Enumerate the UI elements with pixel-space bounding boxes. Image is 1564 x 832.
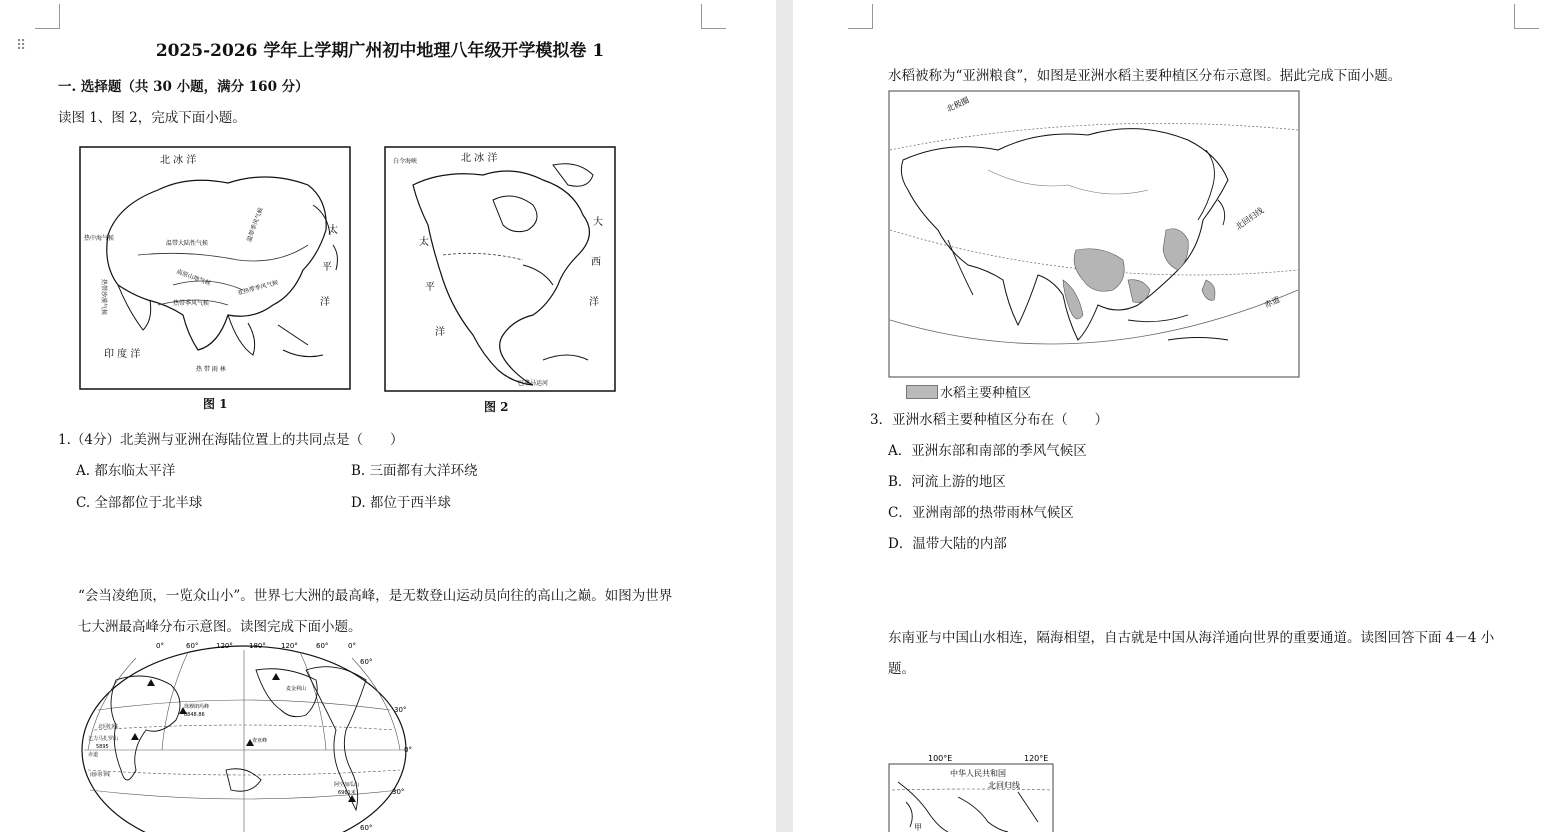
- asia-rice-distribution-map: [888, 90, 1300, 378]
- map-lon-label-180: 180°: [249, 642, 266, 650]
- sea-map-label-jia: 甲: [914, 823, 922, 832]
- fig1-label-arctic: 北 冰 洋: [160, 155, 197, 166]
- fig1-label-subtropical-monsoon: 亚热带季风气候: [236, 279, 280, 297]
- fig1-label-tropical-monsoon: 热带季风气候: [173, 300, 210, 307]
- fig1-label-indian: 印 度 洋: [104, 349, 141, 360]
- rice-intro-text: 水稻被称为“亚洲粮食”，如图是亚洲水稻主要种植区分布示意图。据此完成下面小题。: [888, 68, 1402, 84]
- map-label-tropic-cancer: 北回归线: [98, 724, 119, 730]
- question-1-option-a[interactable]: A. 都东临太平洋: [76, 463, 176, 479]
- map-lon-label-120: 120°: [216, 642, 233, 650]
- figure-1-asia-climate-map: [78, 145, 352, 391]
- question-1-option-c[interactable]: C. 全部都位于北半球: [76, 495, 203, 511]
- map-label-equator: 赤道: [88, 752, 99, 758]
- fig2-label-arctic: 北 冰 洋: [461, 153, 498, 164]
- asia-map-label-equator: 赤道: [1263, 294, 1282, 310]
- fig1-label-pacific-3: 洋: [320, 297, 330, 308]
- asia-map-label-tropic-cancer: 北回归线: [1233, 205, 1266, 232]
- map-lat-label-30n: 30°: [394, 706, 407, 714]
- map-peak-aconcagua-height: 6961米: [338, 790, 356, 796]
- question-3-option-c[interactable]: C．亚洲南部的热带雨林气候区: [888, 505, 1074, 521]
- map-peak-carstensz: 查亚峰: [252, 738, 268, 744]
- document-page-1: [0, 0, 776, 832]
- fig1-label-tropical-rainforest: 热 带 雨 林: [196, 366, 226, 373]
- section-heading: 一. 选择题（共 30 小题，满分 160 分）: [58, 79, 309, 95]
- map-peak-kilimanjaro: 乞力马扎罗山: [88, 736, 119, 742]
- map-lon-label-0: 0°: [156, 642, 164, 650]
- crop-mark-top-right: [701, 4, 726, 29]
- document-page-2: [793, 0, 1564, 832]
- fig2-label-pacific-3: 洋: [435, 327, 445, 338]
- passage-4-line-2: 题。: [888, 661, 915, 677]
- fig1-label-mediterranean: 热中海气候: [84, 235, 115, 242]
- fig2-label-panama: 巴拿马运河: [518, 380, 549, 387]
- figure-1-caption: 图 1: [203, 397, 228, 411]
- sea-map-label-100e: 100°E: [928, 754, 953, 763]
- map-lon-label-120w: 120°: [281, 642, 298, 650]
- crop-mark-top-right: [1514, 4, 1539, 29]
- question-1-option-d[interactable]: D. 都位于西半球: [351, 495, 451, 511]
- question-3-option-d[interactable]: D．温带大陆的内部: [888, 536, 1007, 552]
- map-lat-label-60s: 60°: [360, 824, 373, 832]
- figure-2-north-america-map: [383, 145, 617, 393]
- passage-2-line-2: 七大洲最高峰分布示意图。读图完成下面小题。: [78, 619, 362, 635]
- map-lon-label-0-right: 0°: [348, 642, 356, 650]
- drag-handle-icon[interactable]: ⠿: [16, 38, 25, 54]
- map-lat-label-30s: 30°: [392, 788, 405, 796]
- map-peak-mckinley: 麦金利山: [286, 686, 307, 692]
- southeast-asia-map: [888, 752, 1056, 832]
- fig2-label-bering: 白令海峡: [393, 158, 418, 165]
- question-3-option-a[interactable]: A．亚洲东部和南部的季风气候区: [888, 443, 1087, 459]
- map-peak-everest: 珠穆朗玛峰: [184, 704, 210, 710]
- question-3-option-b[interactable]: B．河流上游的地区: [888, 474, 1006, 490]
- fig2-label-pacific-2: 平: [425, 282, 435, 293]
- map-peak-everest-height: 8848.86: [184, 712, 205, 718]
- map-lat-label-0: 0°: [404, 746, 412, 754]
- passage-2-line-1: “会当凌绝顶，一览众山小”。世界七大洲的最高峰，是无数登山运动员向往的高山之巅。如图为世界: [78, 588, 673, 604]
- fig2-label-atlantic-2: 西: [591, 257, 601, 268]
- asia-map-label-arctic-circle: 北极圈: [945, 95, 971, 114]
- map-lon-label-60w: 60°: [316, 642, 329, 650]
- question-1-stem: 1.（4分）北美洲与亚洲在海陆位置上的共同点是（ ）: [58, 432, 404, 448]
- crop-mark-top-left: [35, 4, 60, 29]
- fig1-label-temperate-continental: 温带大陆性气候: [166, 240, 209, 247]
- rice-map-legend: [906, 382, 1031, 401]
- sea-map-label-120e: 120°E: [1024, 754, 1049, 763]
- map-label-tropic-capricorn: 南回归线: [90, 772, 111, 778]
- sea-map-label-tropic: 北回归线: [988, 781, 1020, 790]
- fig2-label-atlantic-3: 洋: [589, 297, 599, 308]
- map-peak-aconcagua: 阿空加瓜山: [334, 782, 360, 788]
- passage-4-line-1: 东南亚与中国山水相连，隔海相望，自古就是中国从海洋通向世界的重要通道。读图回答下面 4－4 小: [888, 630, 1495, 646]
- fig1-label-plateau: 高原山地气候: [175, 268, 212, 288]
- world-highest-peaks-map: [76, 640, 412, 832]
- map-lon-label-60: 60°: [186, 642, 199, 650]
- legend-swatch: [906, 385, 938, 399]
- question-3-stem: 3．亚洲水稻主要种植区分布在（ ）: [870, 412, 1109, 428]
- intro-text: 读图 1、图 2，完成下面小题。: [58, 110, 246, 126]
- page-title: 2025-2026 学年上学期广州初中地理八年级开学模拟卷 1: [155, 41, 605, 61]
- legend-label: 水稻主要种植区: [940, 386, 1032, 401]
- map-lat-label-60n: 60°: [360, 658, 373, 666]
- fig1-label-pacific-1: 太: [328, 225, 338, 236]
- fig2-label-pacific-1: 太: [419, 237, 429, 248]
- fig1-label-temperate-monsoon: 温带季风气候: [245, 206, 265, 243]
- fig1-label-tropical-desert: 热带沙漠气候: [100, 279, 107, 316]
- fig1-label-pacific-2: 平: [322, 262, 332, 273]
- sea-map-label-china: 中华人民共和国: [950, 769, 1006, 778]
- crop-mark-top-left: [848, 4, 873, 29]
- figure-2-caption: 图 2: [484, 400, 509, 414]
- question-1-option-b[interactable]: B. 三面都有大洋环绕: [351, 463, 478, 479]
- map-peak-kilimanjaro-height: 5895: [96, 744, 109, 750]
- fig2-label-atlantic-1: 大: [593, 217, 603, 228]
